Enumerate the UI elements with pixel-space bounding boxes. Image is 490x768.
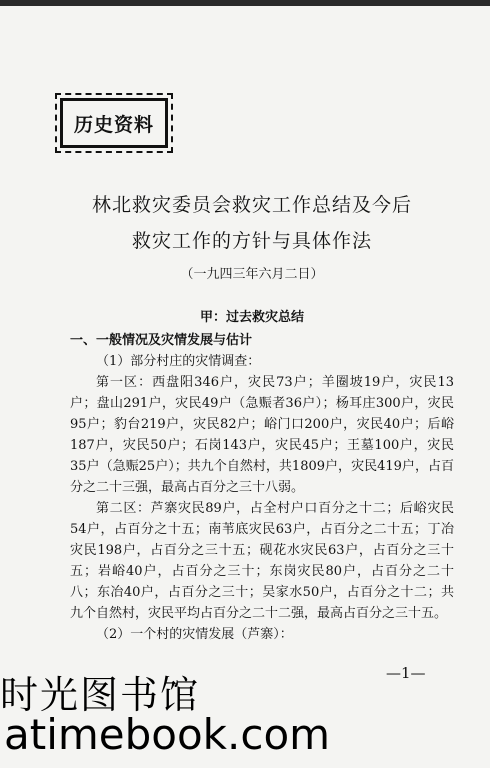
body-text [70,330,454,645]
section-heading: 甲：过去救灾总结 [199,310,304,325]
title-line-2: 救灾工作的方针与具体作法 [131,230,372,252]
page-number: —1— [386,664,426,682]
paragraph-district-2: 第二区：芦寨灾民89户，占全村户口百分之十二；后峪灾民54户，占百分之十五；南苇底灾民63户，占百分之二十五；丁冶灾民198户，占百分之三十五；砚花水灾民63户，占百分之三十五；岩峪40户，占百分之三十；东岗灾民80户，占百分之二十八；东冶40户，占百分之三十；吴家水50户，占百分之十二；共九个自然村，灾民平均占百分之二十二强，最高占百分之三十五。 [70,501,454,621]
scan-edge [0,0,490,6]
title-line-1: 林北救灾委员会救灾工作总结及今后 [91,194,412,216]
watermark-chinese: 时光图书馆 [0,673,201,717]
watermark-url: atimebook.com [4,710,331,759]
document-date: （一九四三年六月二日） [180,267,324,282]
heading-general: 一、一般情况及灾情发展与估计 [70,333,253,348]
paragraph-district-1: 第一区：西盘阳346户，灾民73户；羊圈坡19户，灾民13户；盘山291户，灾民49户（急赈者36户）；杨耳庄300户，灾民95户；豹台219户，灾民82户；峪门口200户，灾民40户；后峪187户，灾民50户；石岗143户，灾民45户；王墓100户，灾民35户（急赈25户）；共九个自然村，共1809户，灾民419户，占百分之二十三强，最高占百分之三十八弱。 [70,375,454,495]
subheading-village: （2）一个村的灾情发展（芦寨）： [96,627,293,642]
subheading-survey: （1）部分村庄的灾情调查： [96,354,261,369]
section-badge: 历史资料 [60,98,168,148]
